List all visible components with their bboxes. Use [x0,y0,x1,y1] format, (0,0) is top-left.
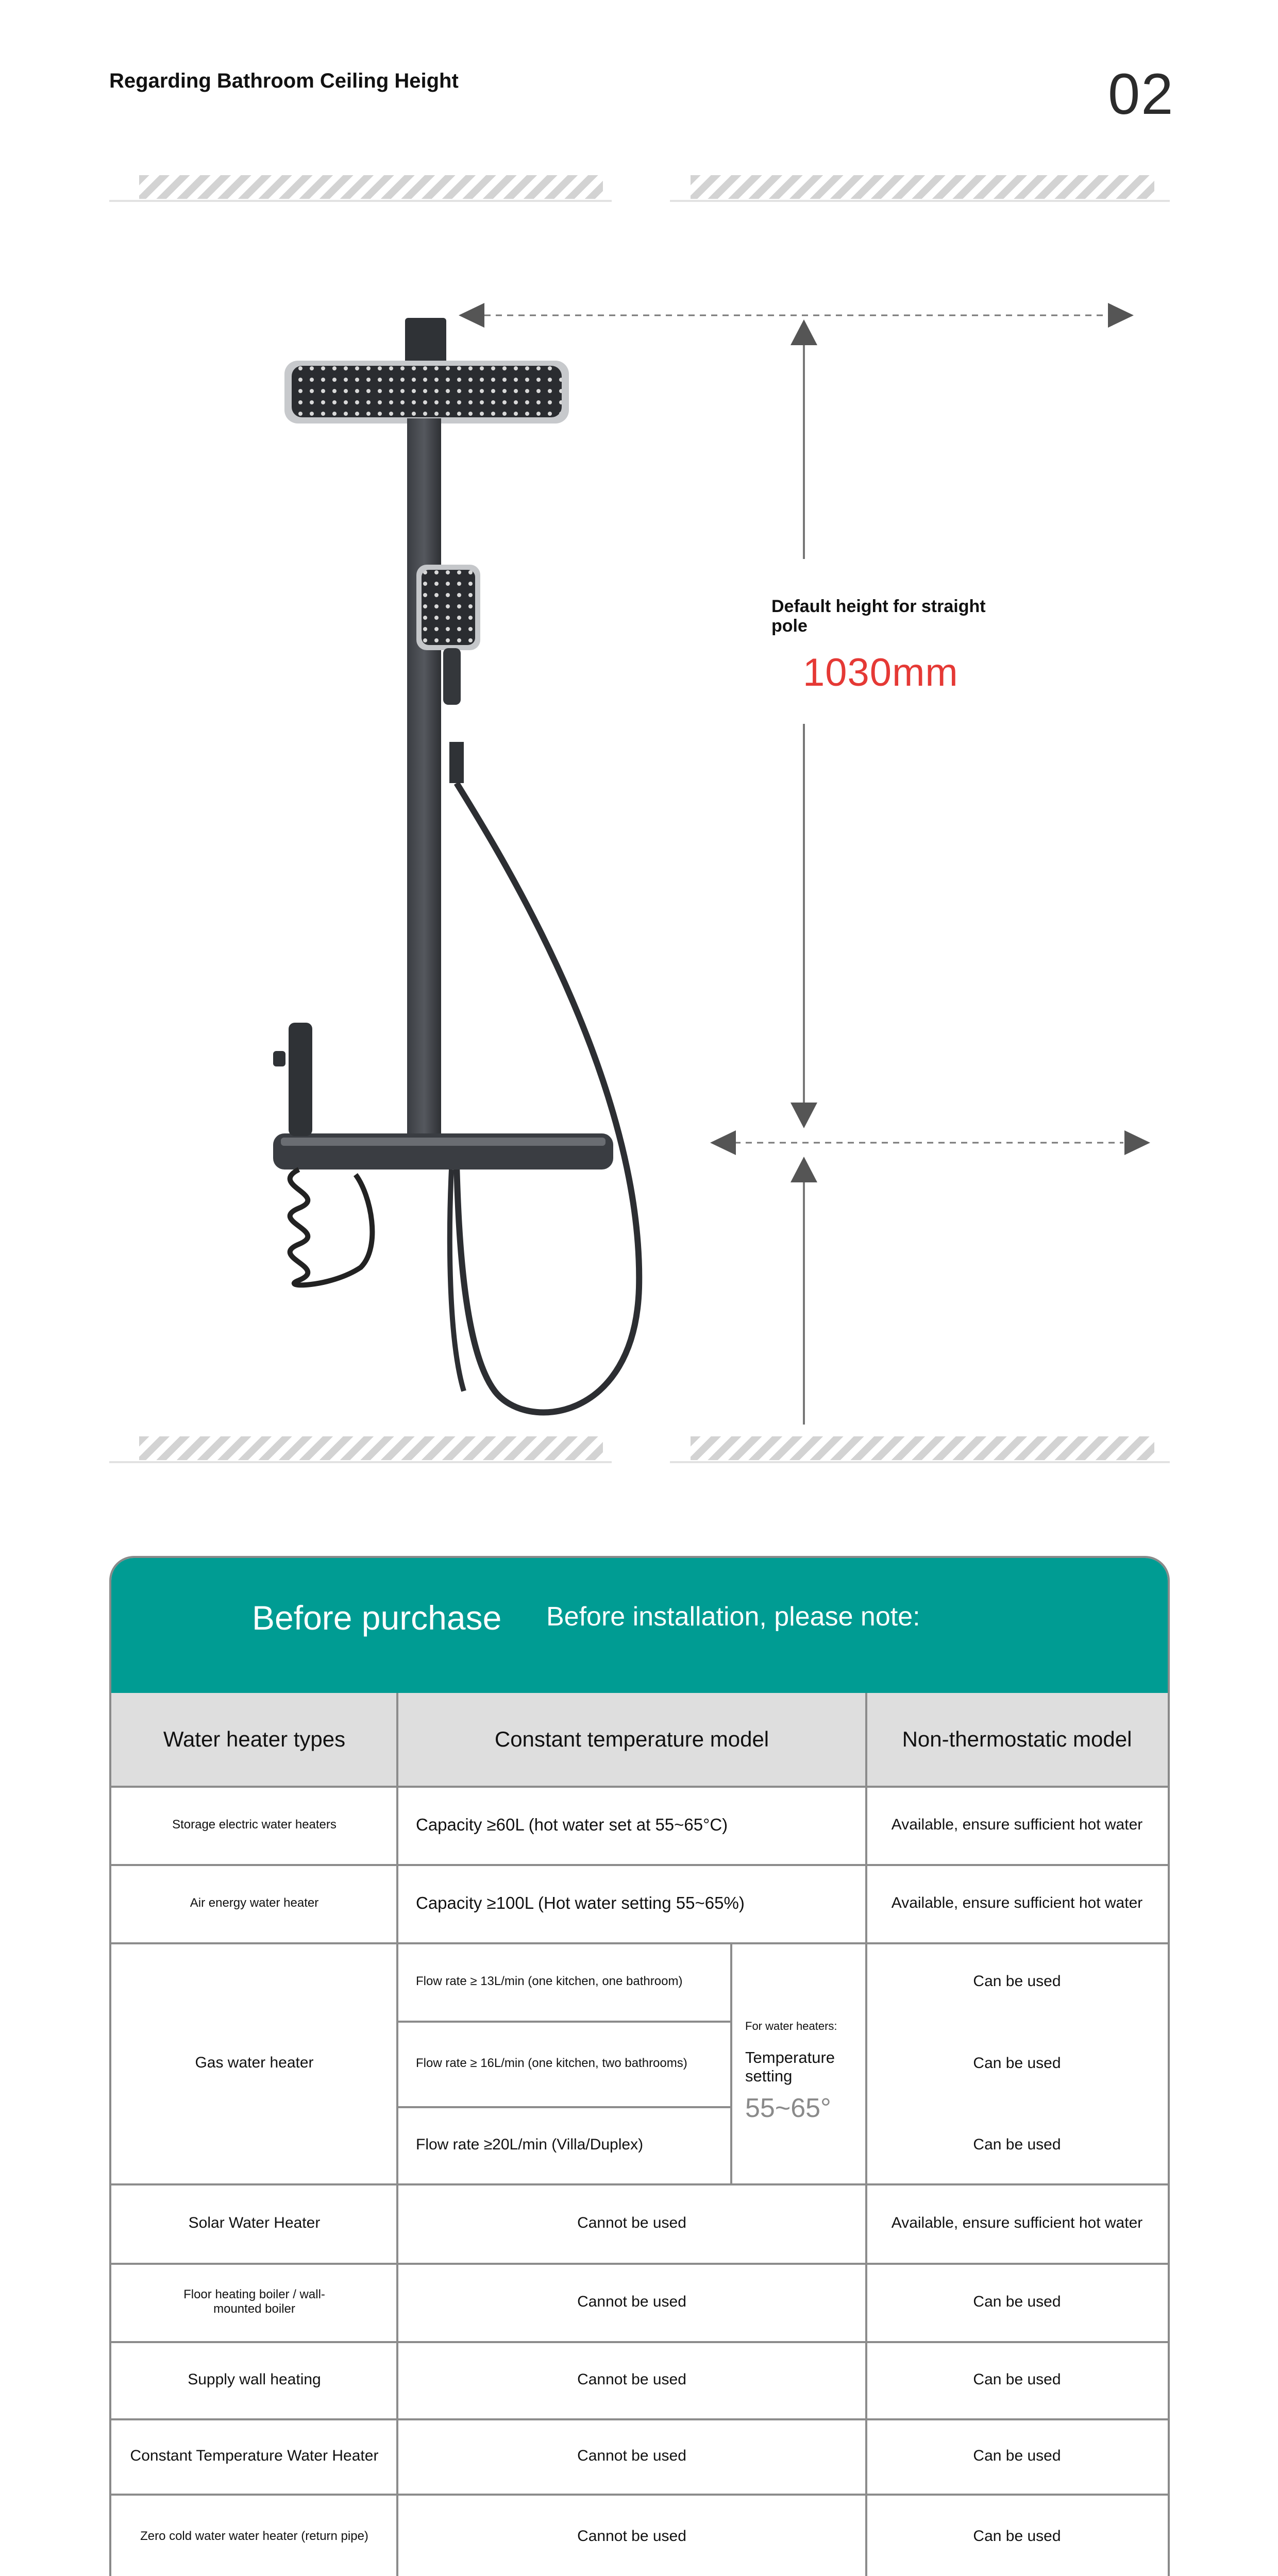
header-water-heater-types: Water heater types [163,1727,346,1751]
gas-temperature-note [745,2020,864,2124]
row-boiler-type: Floor heating boiler / wall-mounted boiler [183,2287,325,2316]
banner-subtitle: Before installation, please note: [546,1602,920,1632]
grid-line [111,2263,1168,2265]
row-zero-type: Zero cold water water heater (return pipe) [140,2529,368,2543]
row-zero-constant: Cannot be used [577,2528,686,2545]
grid-line [865,1693,867,2576]
row-supply-constant: Cannot be used [577,2371,686,2388]
row-gas-flow3: Flow rate ≥20L/min (Villa/Duplex) [416,2136,644,2153]
row-storage-type: Storage electric water heaters [172,1818,337,1832]
grid-line [397,2106,731,2108]
row-storage-constant: Capacity ≥60L (hot water set at 55~65°C) [416,1815,728,1834]
row-gas-flow2: Flow rate ≥ 16L/min (one kitchen, two bathrooms) [416,2056,687,2070]
row-gas-non3: Can be used [973,2136,1061,2153]
row-zero-non: Can be used [973,2528,1061,2545]
grid-line [111,2418,1168,2420]
dimension-label: Default height for straight pole [771,597,986,636]
row-solar-constant: Cannot be used [577,2214,686,2231]
row-air-constant: Capacity ≥100L (Hot water setting 55~65%) [416,1893,745,1912]
grid-line [111,1942,1168,1944]
before-purchase-card [109,1556,1170,2576]
row-solar-non: Available, ensure sufficient hot water [891,2214,1143,2231]
row-air-non: Available, ensure sufficient hot water [891,1894,1143,1911]
grid-line [111,1864,1168,1866]
row-ctwh-non: Can be used [973,2447,1061,2464]
card-banner [111,1558,1168,1693]
grid-line [111,2183,1168,2185]
row-supply-type: Supply wall heating [188,2371,321,2388]
grid-line [111,1786,1168,1788]
gas-note-label: Temperature setting [745,2048,835,2085]
row-ctwh-type: Constant Temperature Water Heater [130,2447,379,2464]
row-gas-non2: Can be used [973,2055,1061,2072]
page-number: 02 [1108,62,1174,126]
row-gas-flow1: Flow rate ≥ 13L/min (one kitchen, one bathroom) [416,1974,683,1988]
row-ctwh-constant: Cannot be used [577,2447,686,2464]
gas-note-small: For water heaters: [745,2020,837,2032]
row-air-type: Air energy water heater [190,1896,319,1910]
header-constant-model: Constant temperature model [494,1727,769,1751]
gas-note-value: 55~65° [745,2093,831,2123]
grid-line [730,1942,732,2183]
header-non-thermostatic: Non-thermostatic model [902,1727,1132,1751]
row-storage-non: Available, ensure sufficient hot water [891,1816,1143,1833]
row-gas-non1: Can be used [973,1973,1061,1990]
row-gas-type: Gas water heater [195,2054,314,2071]
grid-line [397,2021,731,2023]
row-boiler-constant: Cannot be used [577,2293,686,2310]
dimension-value: 1030mm [803,651,959,694]
grid-line [111,2341,1168,2343]
banner-title: Before purchase [252,1599,502,1637]
row-boiler-non: Can be used [973,2293,1061,2310]
page-title: Regarding Bathroom Ceiling Height [109,70,459,92]
row-supply-non: Can be used [973,2371,1061,2388]
row-solar-type: Solar Water Heater [188,2214,321,2231]
grid-line [111,2494,1168,2496]
grid-line [396,1693,398,2576]
